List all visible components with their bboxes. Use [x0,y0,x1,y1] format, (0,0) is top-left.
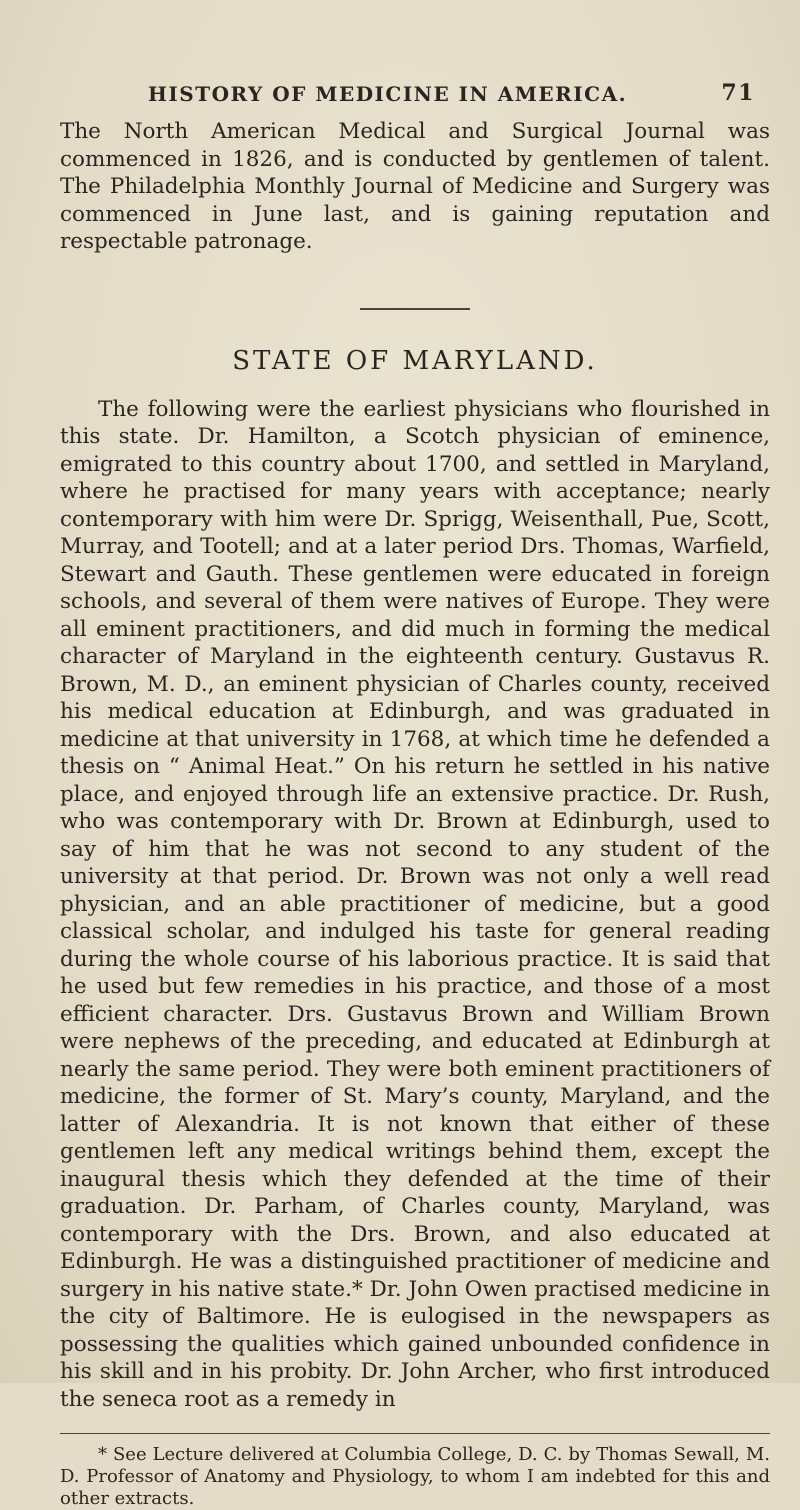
intro-paragraph: The North American Medical and Surgical Journal was commenced in 1826, and is conducted by gentlemen of talent. The Philadelphia Monthly Journal of Medicine and Surgery was commenced in June last, and is gaining reputation and respectable patronage. [60,119,770,254]
section-title: STATE OF MARYLAND. [232,345,598,376]
body-paragraph: The following were the earliest physicians who flourished in this state. Dr. Hamilton, a Scotch physician of eminence, emigrated to this country about 1700, and settled in Maryland, where he practised for many years with acceptance; nearly contemporary with him were Dr. Sprigg, Weisenthall, Pue, Scott, Murray, and Tootell; and at a later period Drs. Thomas, Warfield, Stewart and Gauth. These gentlemen were educated in foreign schools, and several of them were natives of Europe. They were all eminent practitioners, and did much in forming the medical character of Maryland in the eighteenth century. Gustavus R. Brown, M. D., an eminent physician of Charles county, received his medical education at Edinburgh, and was graduated in medicine at that university in 1768, at which time he defended a thesis on “ Animal Heat.” On his return he settled in his native place, and enjoyed through life an extensive practice. Dr. Rush, who was contemporary with Dr. Brown at Edinburgh, used to say of him that he was not second to any student of the university at that period. Dr. Brown was not only a well read physician, and an able practitioner of medicine, but a good classical scholar, and indulged his taste for general reading during the whole course of his laborious practice. It is said that he used but few remedies in his practice, and those of a most efficient character. Drs. Gustavus Brown and William Brown were nephews of the preceding, and educated at Edinburgh at nearly the same period. They were both eminent practitioners of medicine, the former of St. Mary’s county, Maryland, and the latter of Alexandria. It is not known that either of these gentlemen left any medical writings behind them, except the inaugural thesis which they defended at the time of their graduation. Dr. Parham, of Charles county, Maryland, was contemporary with the Drs. Brown, and also educated at Edinburgh. He was a distinguished practitioner of medicine and surgery in his native state.* Dr. John Owen practised medicine in the city of Baltimore. He is eulogised in the newspapers as possessing the qualities which gained unbounded confidence in his skill and in his probity. Dr. John Archer, who first introduced the seneca root as a remedy in [60,396,770,1412]
footnote: * See Lecture delivered at Columbia College, D. C. by Thomas Sewall, M. D. Professor of Anatomy and Physiology, to whom I am indebted for this and other extracts. [60,1444,770,1509]
footnote-rule [60,1433,770,1434]
running-head-title: HISTORY OF MEDICINE IN AMERICA. [148,82,628,106]
page-number: 71 [721,80,755,106]
running-head [60,82,770,108]
section-divider [360,308,470,310]
